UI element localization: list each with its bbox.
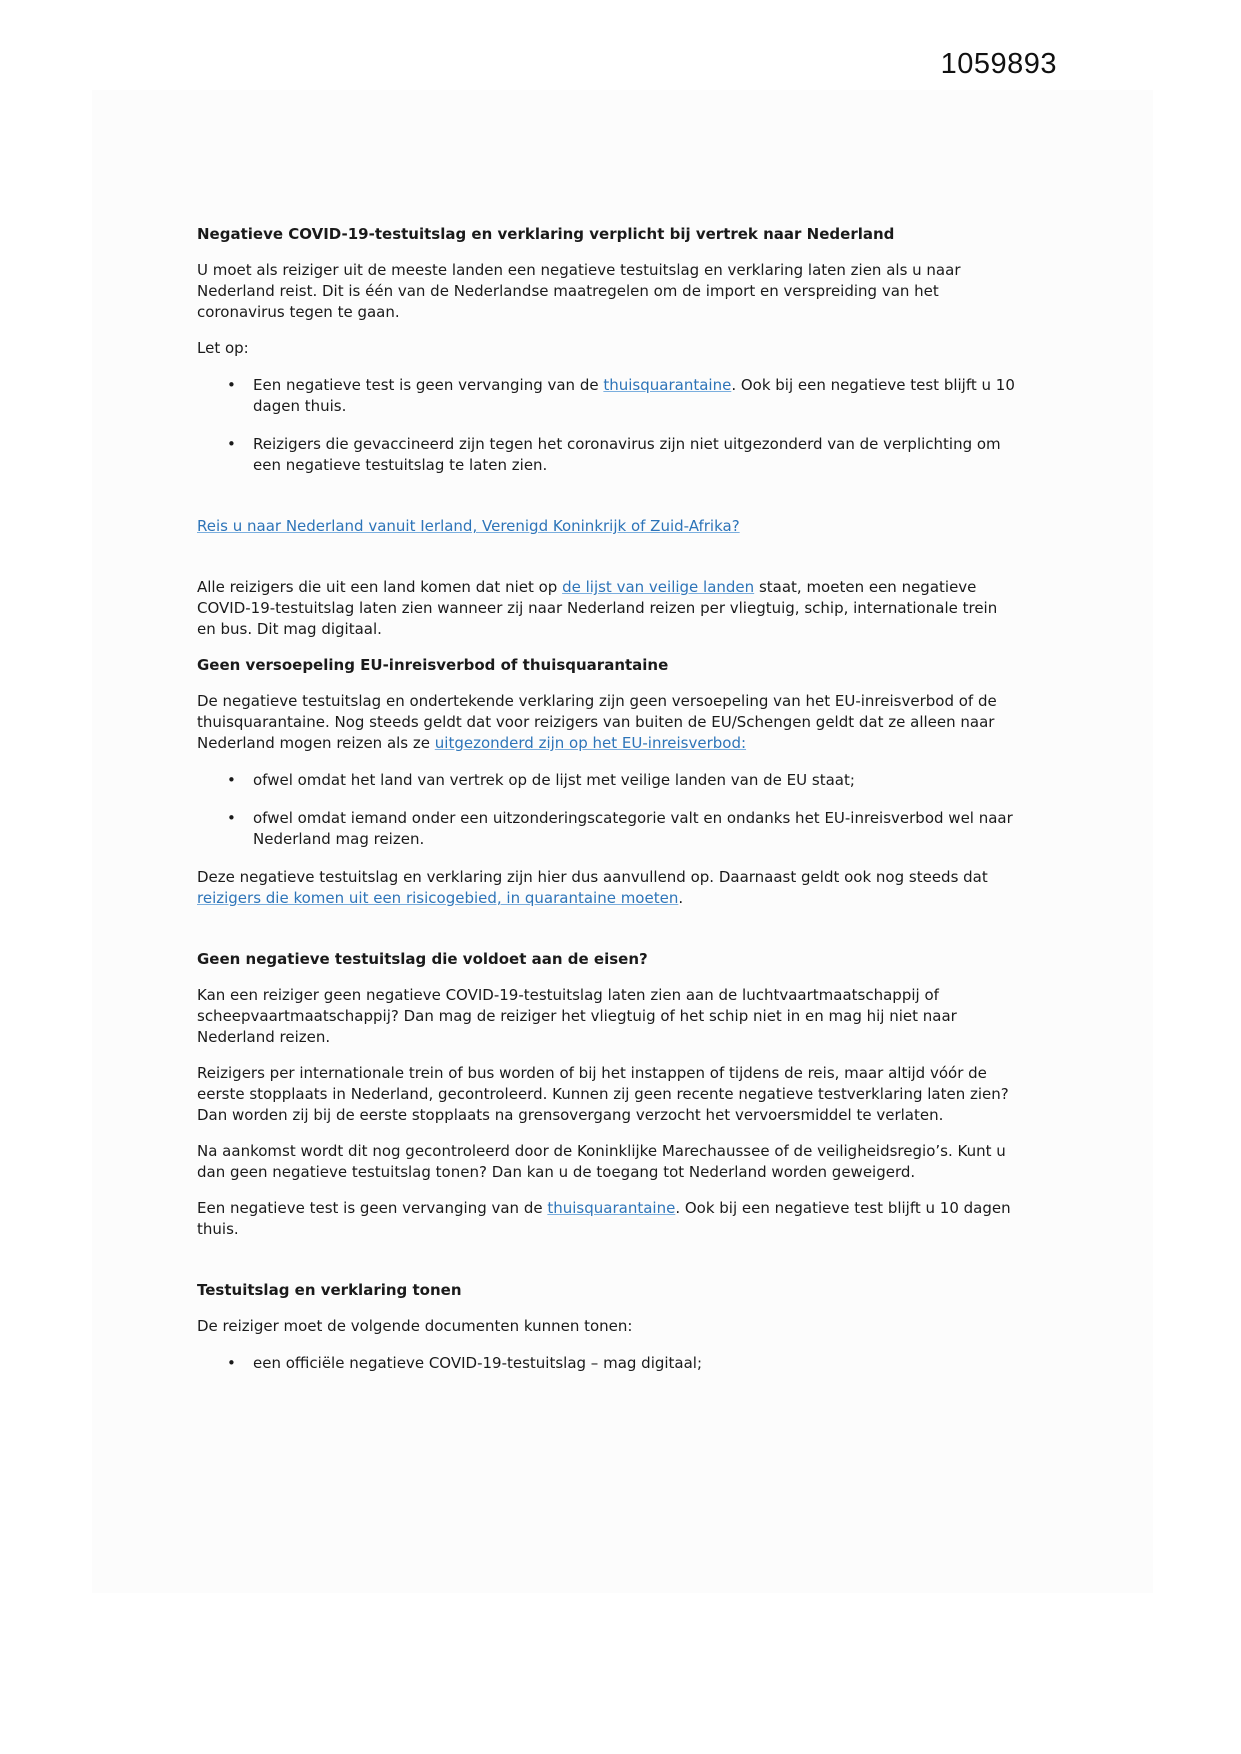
inline-link[interactable]: uitgezonderd zijn op het EU-inreisverbod: <box>434 734 747 752</box>
bullet-list <box>197 1353 1017 1374</box>
paragraph: Kan een reiziger geen negatieve COVID-19-testuitslag laten zien aan de luchtvaartmaatschappij of scheepvaartmaatschappij? Dan mag de reiziger het vliegtuig of het schip niet in en mag hij niet naar Nederland reizen. <box>197 986 957 1046</box>
bullet-item: • een officiële negatieve COVID-19-testuitslag – mag digitaal; <box>197 1353 1017 1374</box>
page-number: 1059893 <box>940 48 1057 80</box>
paragraph: Een negatieve test is geen vervanging van de thuisquarantaine. Ook bij een negatieve test blijft u 10 dagen thuis. <box>197 1199 1011 1238</box>
section-heading: Geen versoepeling EU-inreisverbod of thuisquarantaine <box>197 656 669 674</box>
paragraph: Na aankomst wordt dit nog gecontroleerd door de Koninklijke Marechaussee of de veiligheidsregio’s. Kunt u dan geen negatieve testuitslag tonen? Dan kan u de toegang tot Nederland worden geweigerd. <box>197 1142 1006 1181</box>
section-heading: Negatieve COVID-19-testuitslag en verklaring verplicht bij vertrek naar Nederland <box>197 225 895 243</box>
inline-link[interactable]: reizigers die komen uit een risicogebied, in quarantaine moeten <box>197 889 679 907</box>
inline-link[interactable]: Reis u naar Nederland vanuit Ierland, Verenigd Koninkrijk of Zuid-Afrika? <box>197 517 740 535</box>
section-heading: Geen negatieve testuitslag die voldoet aan de eisen? <box>197 950 648 968</box>
paragraph: Reizigers per internationale trein of bus worden of bij het instappen of tijdens de reis, maar altijd vóór de eerste stopplaats in Nederland, gecontroleerd. Kunnen zij geen recente negatieve testverklaring laten zien? Dan worden zij bij de eerste stopplaats na grensovergang verzocht het vervoersmiddel te verlaten. <box>197 1064 1009 1124</box>
paragraph: Alle reizigers die uit een land komen dat niet op de lijst van veilige landen staat, moeten een negatieve COVID-19-testuitslag laten zien wanneer zij naar Nederland reizen per vliegtuig, schip, internationale trein en bus. Dit mag digitaal. <box>197 578 998 638</box>
bullet-item: • Een negatieve test is geen vervanging van de thuisquarantaine. Ook bij een negatieve test blijft u 10 dagen thuis. <box>197 375 1017 417</box>
paragraph: U moet als reiziger uit de meeste landen een negatieve testuitslag en verklaring laten zien als u naar Nederland reist. Dit is één van de Nederlandse maatregelen om de import en verspreiding van het coronavirus tegen te gaan. <box>197 261 961 321</box>
paragraph: Let op: <box>197 339 249 357</box>
inline-link[interactable]: de lijst van veilige landen <box>562 578 755 596</box>
document-page <box>92 90 1153 1593</box>
document-content <box>197 214 1017 1391</box>
section-heading: Testuitslag en verklaring tonen <box>197 1281 462 1299</box>
bullet-item: • ofwel omdat het land van vertrek op de lijst met veilige landen van de EU staat; <box>197 770 1017 791</box>
paragraph: De reiziger moet de volgende documenten kunnen tonen: <box>197 1317 633 1335</box>
bullet-list <box>197 375 1017 476</box>
bullet-list <box>197 770 1017 850</box>
paragraph: Deze negatieve testuitslag en verklaring zijn hier dus aanvullend op. Daarnaast geldt ook nog steeds dat reizigers die komen uit een risicogebied, in quarantaine moeten. <box>197 868 988 907</box>
bullet-item: • ofwel omdat iemand onder een uitzonderingscategorie valt en ondanks het EU-inreisverbod wel naar Nederland mag reizen. <box>197 808 1017 850</box>
inline-link[interactable]: thuisquarantaine <box>603 376 732 394</box>
inline-link[interactable]: thuisquarantaine <box>547 1199 676 1217</box>
paragraph <box>197 516 1017 537</box>
paragraph: De negatieve testuitslag en ondertekende verklaring zijn geen versoepeling van het EU-inreisverbod of de thuisquarantaine. Nog steeds geldt dat voor reizigers van buiten de EU/Schengen geldt dat ze alleen naar Nederland mogen reizen als ze uitgezonderd zijn op het EU-inreisverbod: <box>197 692 997 752</box>
bullet-item: • Reizigers die gevaccineerd zijn tegen het coronavirus zijn niet uitgezonderd van de verplichting om een negatieve testuitslag te laten zien. <box>197 434 1017 476</box>
